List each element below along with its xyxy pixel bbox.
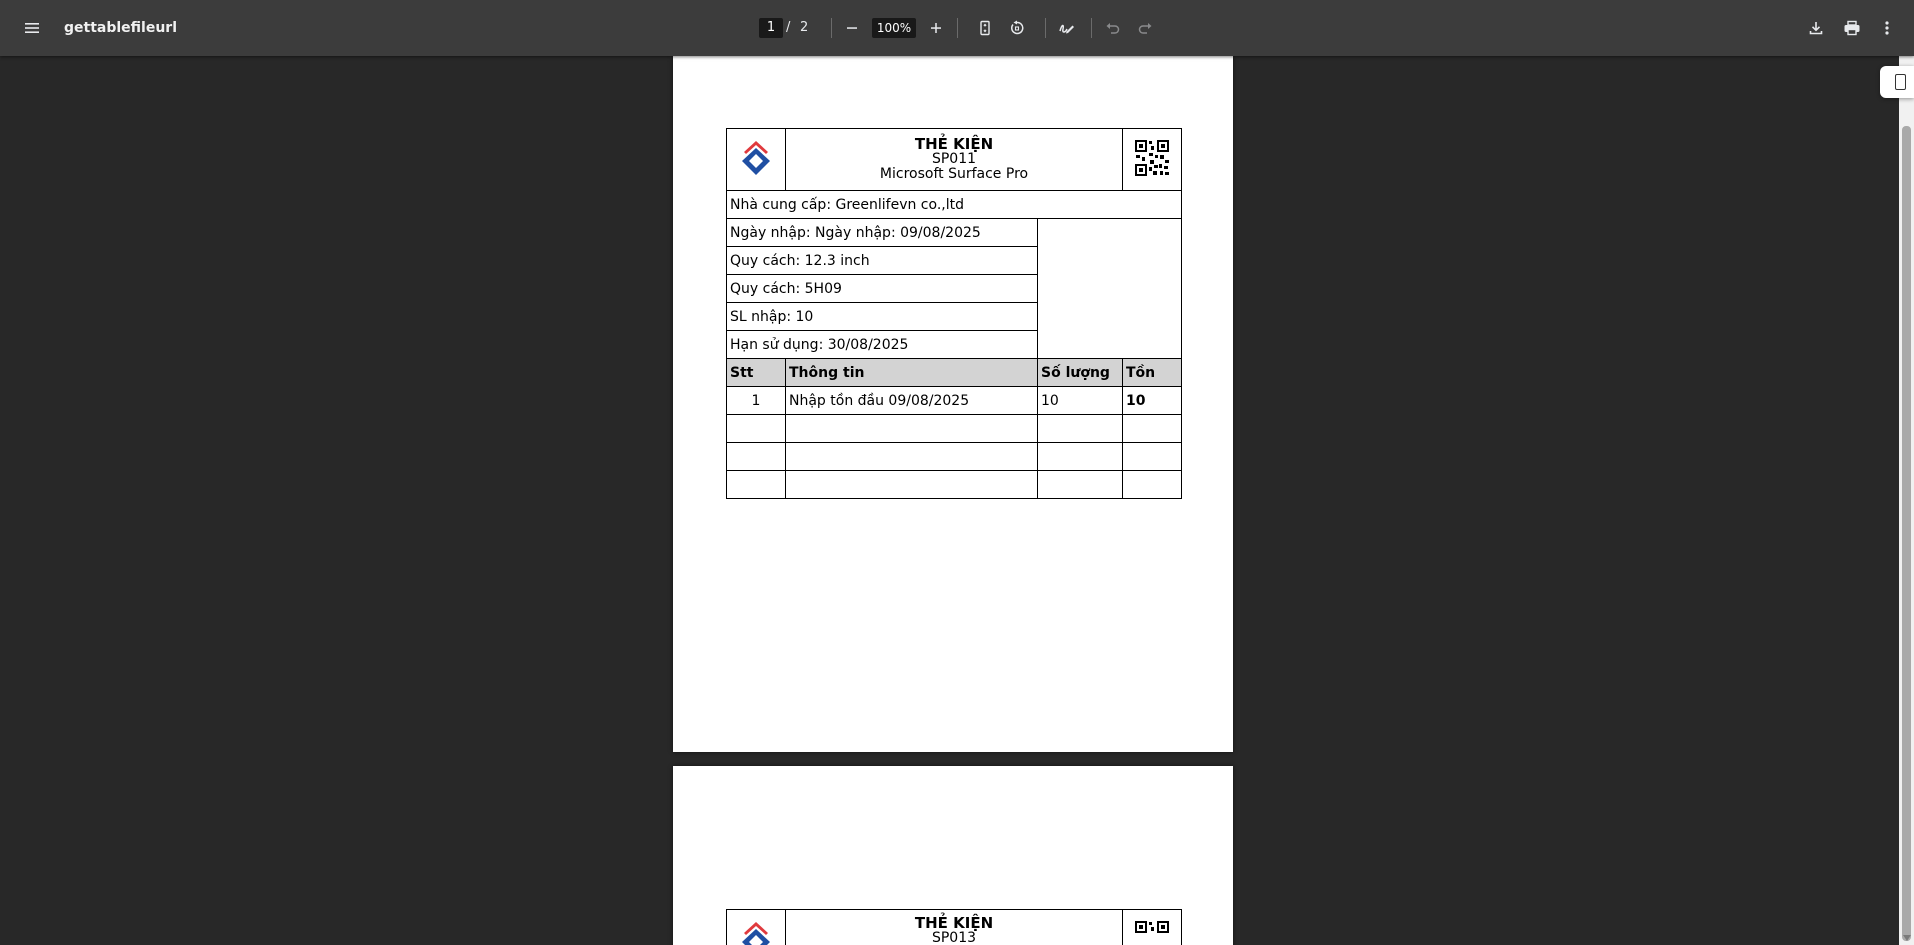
card-title: THẺ KIỆN [914,135,994,153]
table-row [727,387,1182,415]
row-stt: 1 [727,387,786,415]
info-row: Quy cách: 5H09 [727,275,1038,303]
plus-icon[interactable] [919,11,953,45]
pdf-page-1 [673,56,1233,752]
product-code: SP013 [931,930,977,945]
company-logo [727,129,786,191]
table-row-empty [727,443,1182,471]
package-card [726,909,1182,945]
info-row: Hạn sử dụng: 30/08/2025 [727,331,1038,359]
toolbar-divider [957,18,958,38]
card-title-cell [786,910,1123,945]
info-row: Ngày nhập: Ngày nhập: 09/08/2025 [727,219,1038,247]
supplier-cell: Nhà cung cấp: Greenlifevn co.,ltd [727,191,1182,219]
panel-icon [1895,74,1906,90]
draw-icon[interactable] [1050,11,1084,45]
qr-code-icon [1123,910,1182,945]
column-header-stock: Tồn [1123,359,1182,387]
page-separator: / [786,20,791,35]
pdf-page-2 [673,766,1233,945]
info-row: Quy cách: 12.3 inch [727,247,1038,275]
scroll-down-arrow-icon[interactable] [1903,935,1911,941]
table-row-empty [727,415,1182,443]
company-logo [727,910,786,945]
package-card [726,128,1182,499]
total-pages: 2 [800,20,809,35]
fit-page-icon[interactable] [968,11,1002,45]
column-header-qty: Số lượng [1038,359,1123,387]
side-panel-toggle[interactable] [1880,66,1914,98]
menu-icon[interactable] [15,11,49,45]
rotate-icon[interactable] [1000,11,1034,45]
undo-icon[interactable] [1096,11,1130,45]
qr-code-icon [1123,129,1182,191]
download-icon[interactable] [1799,11,1833,45]
vertical-scrollbar[interactable] [1899,56,1914,945]
pdf-toolbar [0,0,1914,56]
info-row: SL nhập: 10 [727,303,1038,331]
toolbar-divider [1045,18,1046,38]
row-stock: 10 [1123,387,1182,415]
product-code: SP011 [931,151,977,167]
scrollbar-thumb[interactable] [1902,126,1911,941]
zoom-input[interactable]: 100% [872,18,916,38]
redo-icon[interactable] [1128,11,1162,45]
more-vert-icon[interactable] [1870,11,1904,45]
table-row-empty [727,471,1182,499]
document-title: gettablefileurl [64,20,178,36]
card-title-cell [786,129,1123,191]
minus-icon[interactable] [835,11,869,45]
row-qty: 10 [1038,387,1123,415]
column-header-info: Thông tin [786,359,1038,387]
column-header-stt: Stt [727,359,786,387]
print-icon[interactable] [1835,11,1869,45]
card-title: THẺ KIỆN [914,914,994,932]
product-name: Microsoft Surface Pro [879,166,1029,182]
toolbar-divider [1091,18,1092,38]
row-info: Nhập tồn đầu 09/08/2025 [786,387,1038,415]
info-blank-area [1038,219,1182,359]
toolbar-divider [831,18,832,38]
current-page-input[interactable]: 1 [759,18,783,38]
